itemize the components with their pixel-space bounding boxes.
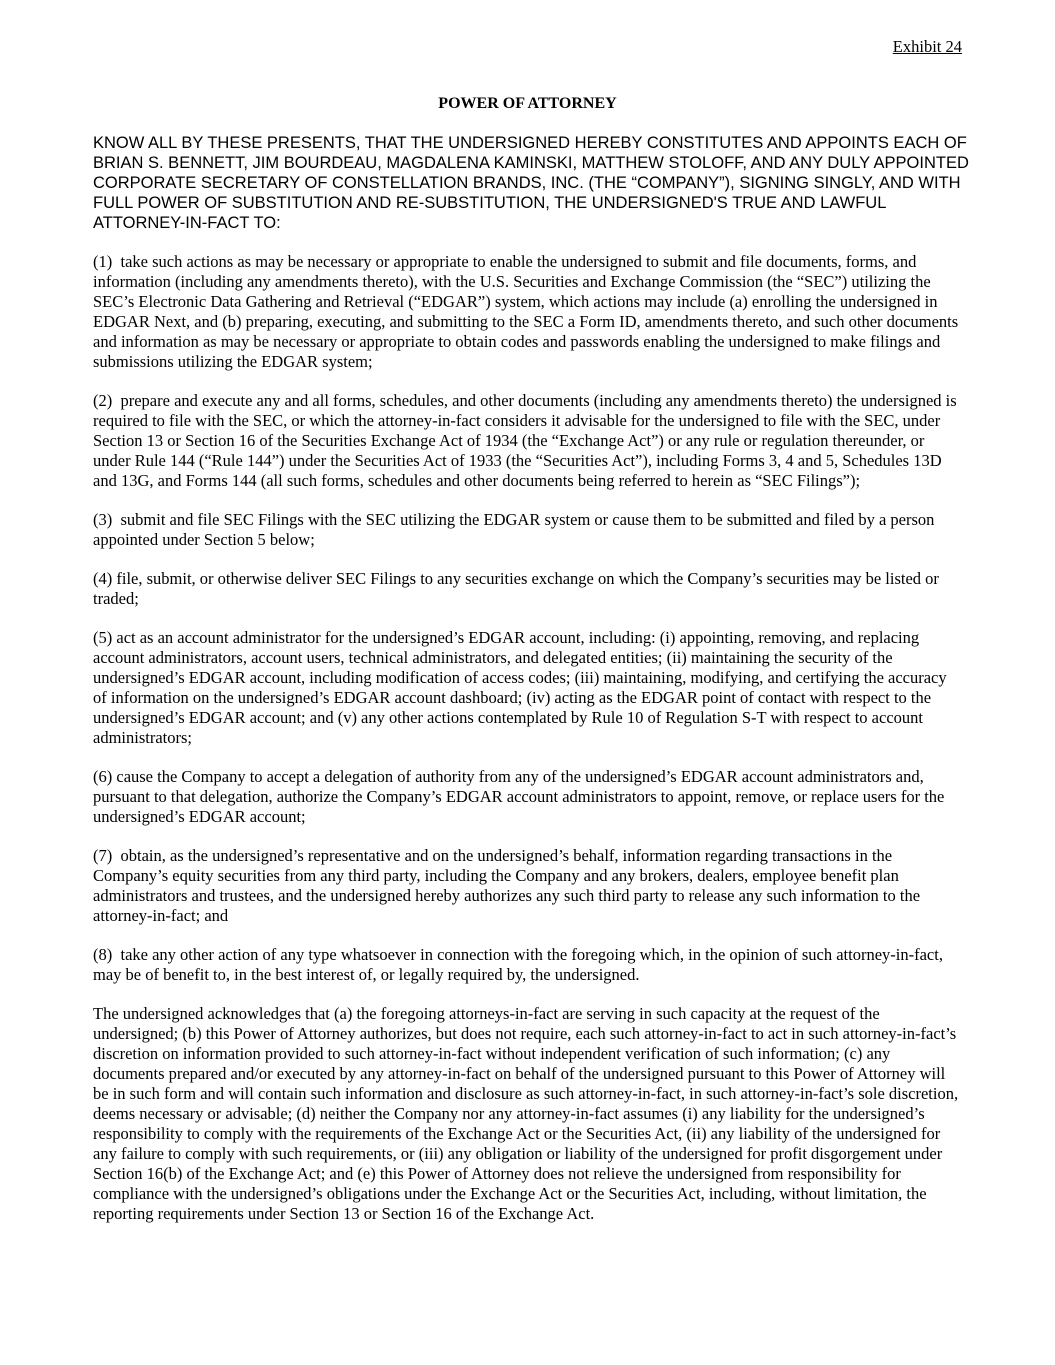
paragraph-2: (2) prepare and execute any and all forms, schedules, and other documents (including any amendments thereto) the undersigned is required to file with the SEC, or which the attorney-in-fact considers it advisable for the undersigned to file with the SEC, under Section 13 or Section 16 of the Securities Exchange Act of 1934 (the “Exchange Act”) or any rule or regulation thereunder, or under Rule 144 (“Rule 144”) under the Securities Act of 1933 (the “Securities Act”), including Forms 3, 4 and 5, Schedules 13D and 13G, and Forms 144 (all such forms, schedules and other documents being referred to herein as “SEC Filings”); — [93, 391, 957, 490]
paragraph-5: (5) act as an account administrator for the undersigned’s EDGAR account, including: (i) appointing, removing, and replacing account administrators, account users, technical administrators, and delegated entities; (ii) maintaining the security of the undersigned’s EDGAR account, including modification of access codes; (iii) maintaining, modifying, and certifying the accuracy of information on the undersigned’s EDGAR account dashboard; (iv) acting as the EDGAR point of contact with respect to the undersigned’s EDGAR account; and (v) any other actions contemplated by Rule 10 of Regulation S-T with respect to account administrators; — [93, 628, 947, 747]
exhibit-label: Exhibit 24 — [892, 37, 962, 56]
document-title: POWER OF ATTORNEY — [438, 95, 617, 112]
paragraph-7: (7) obtain, as the undersigned’s representative and on the undersigned’s behalf, information regarding transactions in the Company’s equity securities from any third party, including the Company and any brokers, dealers, employee benefit plan administrators and trustees, and the undersigned hereby authorizes any such third party to release any such information to the attorney-in-fact; and — [93, 846, 921, 925]
document-body — [93, 252, 963, 1243]
paragraph-3: (3) submit and file SEC Filings with the SEC utilizing the EDGAR system or cause them to be submitted and filed by a person appointed under Section 5 below; — [93, 510, 935, 549]
paragraph-4: (4) file, submit, or otherwise deliver SEC Filings to any securities exchange on which the Company’s securities may be listed or traded; — [93, 569, 939, 608]
paragraph-6: (6) cause the Company to accept a delegation of authority from any of the undersigned’s EDGAR account administrators and, pursuant to that delegation, authorize the Company’s EDGAR account administrators to appoint, remove, or replace users for the undersigned’s EDGAR account; — [93, 767, 945, 826]
paragraph-1: (1) take such actions as may be necessary or appropriate to enable the undersigned to submit and file documents, forms, and information (including any amendments thereto), with the U.S. Securities and Exchange Commission (the “SEC”) utilizing the SEC’s Electronic Data Gathering and Retrieval (“EDGAR”) system, which actions may include (a) enrolling the undersigned in EDGAR Next, and (b) preparing, executing, and submitting to the SEC a Form ID, amendments thereto, and such other documents and information as may be necessary or appropriate to obtain codes and passwords enabling the undersigned to make filings and submissions utilizing the EDGAR system; — [93, 252, 959, 371]
acknowledgment-paragraph: The undersigned acknowledges that (a) the foregoing attorneys-in-fact are serving in such capacity at the request of the undersigned; (b) this Power of Attorney authorizes, but does not require, each such attorney-in-fact to act in such attorney-in-fact’s discretion on information provided to such attorney-in-fact without independent verification of such information; (c) any documents prepared and/or executed by any attorney-in-fact on behalf of the undersigned pursuant to this Power of Attorney will be in such form and will contain such information and disclosure as such attorney-in-fact, in such attorney-in-fact’s sole discretion, deems necessary or advisable; (d) neither the Company nor any attorney-in-fact assumes (i) any liability for the undersigned’s responsibility to comply with the requirements of the Exchange Act or the Securities Act, (ii) any liability of the undersigned for any failure to comply with such requirements, or (iii) any obligation or liability of the undersigned for profit disgorgement under Section 16(b) of the Exchange Act; and (e) this Power of Attorney does not relieve the undersigned from responsibility for compliance with the undersigned’s obligations under the Exchange Act or the Securities Act, including, without limitation, the reporting requirements under Section 13 or Section 16 of the Exchange Act. — [93, 1004, 959, 1223]
intro-paragraph: KNOW ALL BY THESE PRESENTS, THAT THE UNDERSIGNED HEREBY CONSTITUTES AND APPOINTS EACH OF BRIAN S. BENNETT, JIM BOURDEAU, MAGDALENA KAMINSKI, MATTHEW STOLOFF, AND ANY DULY APPOINTED CORPORATE SECRETARY OF CONSTELLATION BRANDS, INC. (THE “COMPANY”), SIGNING SINGLY, AND WITH FULL POWER OF SUBSTITUTION AND RE-SUBSTITUTION, THE UNDERSIGNED'S TRUE AND LAWFUL ATTORNEY-IN-FACT TO: — [93, 134, 969, 232]
paragraph-8: (8) take any other action of any type whatsoever in connection with the foregoing which, in the opinion of such attorney-in-fact, may be of benefit to, in the best interest of, or legally required by, the undersigned. — [93, 945, 943, 984]
